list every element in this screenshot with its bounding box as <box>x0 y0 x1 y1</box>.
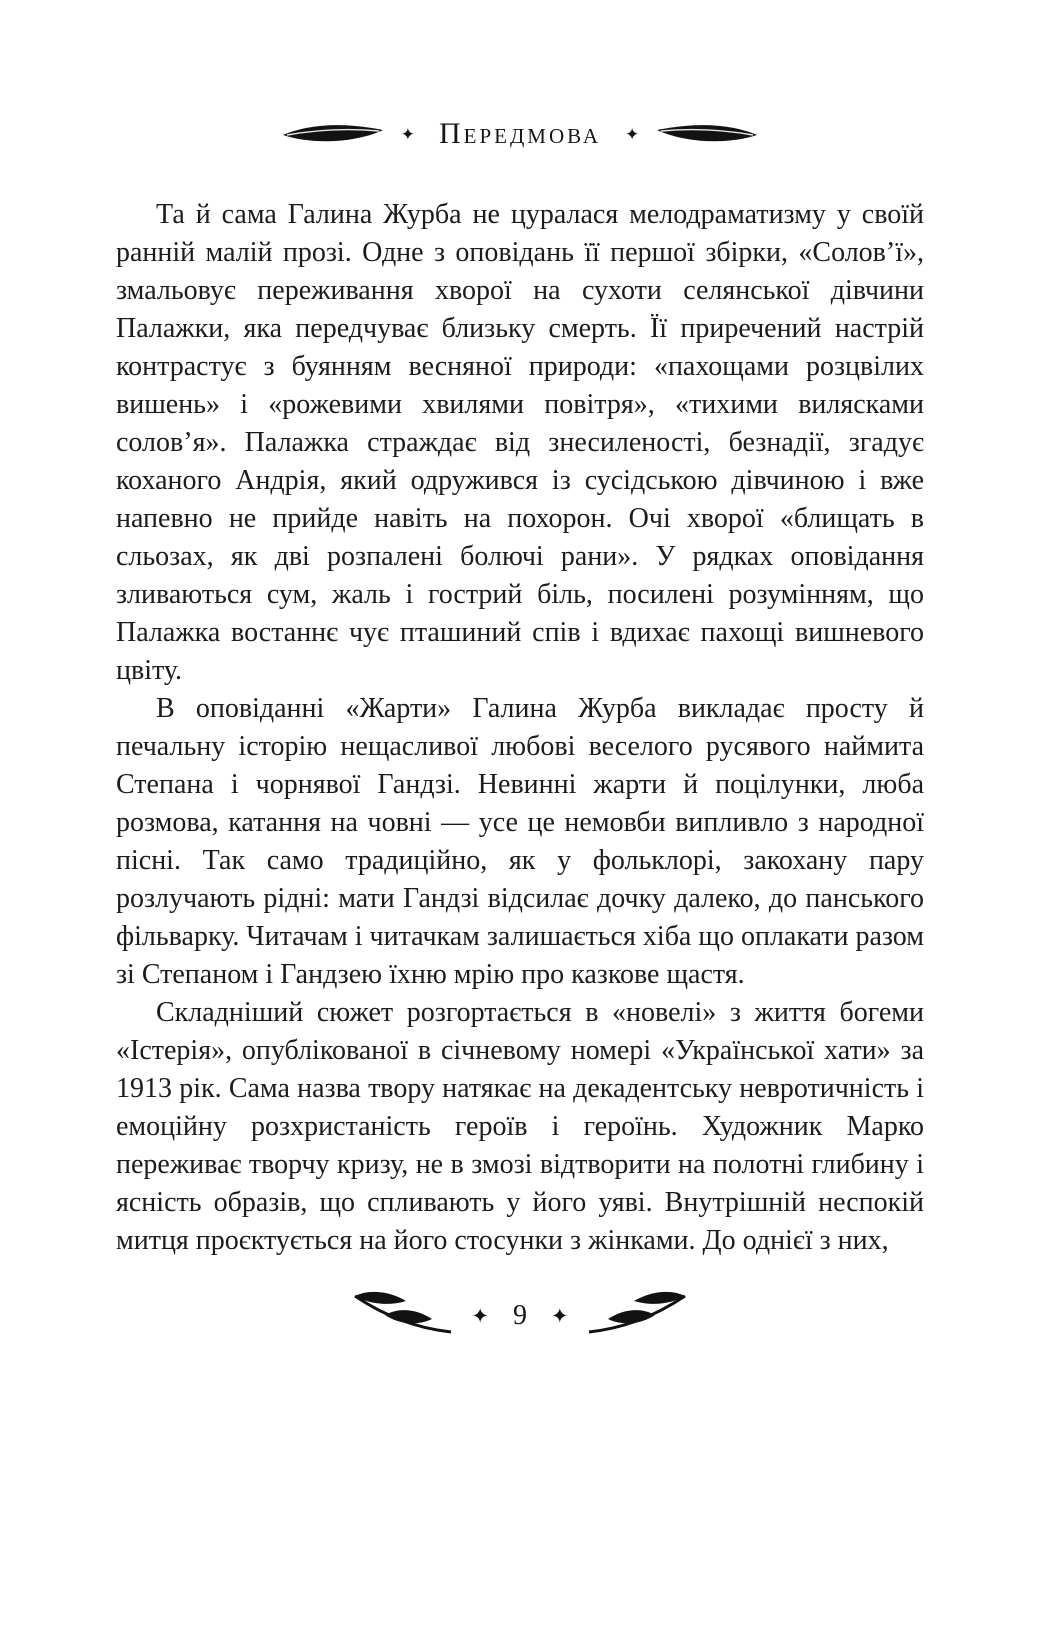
leaf-ornament-left <box>281 121 385 147</box>
diamond-icon: ✦ <box>625 124 640 144</box>
leaf-ornament-right <box>655 121 759 147</box>
page-footer <box>351 1288 688 1344</box>
page-number: 9 <box>513 1300 527 1331</box>
paragraph: Та й сама Галина Журба не цуралася мелодраматизму у своїй ранній малій прозі. Одне з оповідань її першої збірки, «Солов’ї», змальовує переживання хворої на сухоти селянської дівчини Палажки, яка передчуває близьку смерть. Її приречений настрій контрастує з буянням весняної природи: «пахощами розцвілих вишень» і «рожевими хвилями повітря», «тихими вилясками солов’я». Палажка страждає від знесиленості, безнадії, згадує коханого Андрія, який одружився із сусідською дівчиною і вже напевно не прийде навіть на похорон. Очі хворої «блищать в сльозах, як дві розпалені болючі рани». У рядках оповідання зливаються сум, жаль і гострий біль, посилені розумінням, що Палажка востаннє чує пташиний спів і вдихає пахощі вишневого цвіту. <box>116 199 924 686</box>
diamond-icon: ✦ <box>551 1303 569 1328</box>
paragraph: Складніший сюжет розгортається в «новелі» з життя богеми «Істерія», опублікованої в січневому номері «Української хати» за 1913 рік. Сама назва твору натякає на декадентську невротичність і емоційну розхристаність героїв і героїнь. Художник Марко переживає творчу кризу, не в змозі відтворити на полотні глибину і ясність образів, що спливають у його уяві. Внутрішній неспокій митця проєктується на його стосунки з жінками. До однієї з них, <box>116 997 924 1256</box>
chapter-header <box>281 116 760 152</box>
page-body <box>116 196 924 1260</box>
paragraph: В оповіданні «Жарти» Галина Журба викладає просту й печальну історію нещасливої любові веселого русявого наймита Степана і чорнявої Гандзі. Невинні жарти й поцілунки, люба розмова, катання на човні — усе це немовби випливло з народної пісні. Так само традиційно, як у фольклорі, закохану пару розлучають рідні: мати Гандзі відсилає дочку далеко, до панського фільварку. Читачам і читачкам залишається хіба що оплакати разом зі Степаном і Гандзею їхню мрію про казкове щастя. <box>116 693 924 990</box>
branch-ornament-right <box>585 1288 689 1344</box>
diamond-icon: ✦ <box>471 1303 489 1328</box>
diamond-icon: ✦ <box>400 124 415 144</box>
chapter-title: Передмова <box>438 117 601 150</box>
branch-ornament-left <box>351 1288 455 1344</box>
